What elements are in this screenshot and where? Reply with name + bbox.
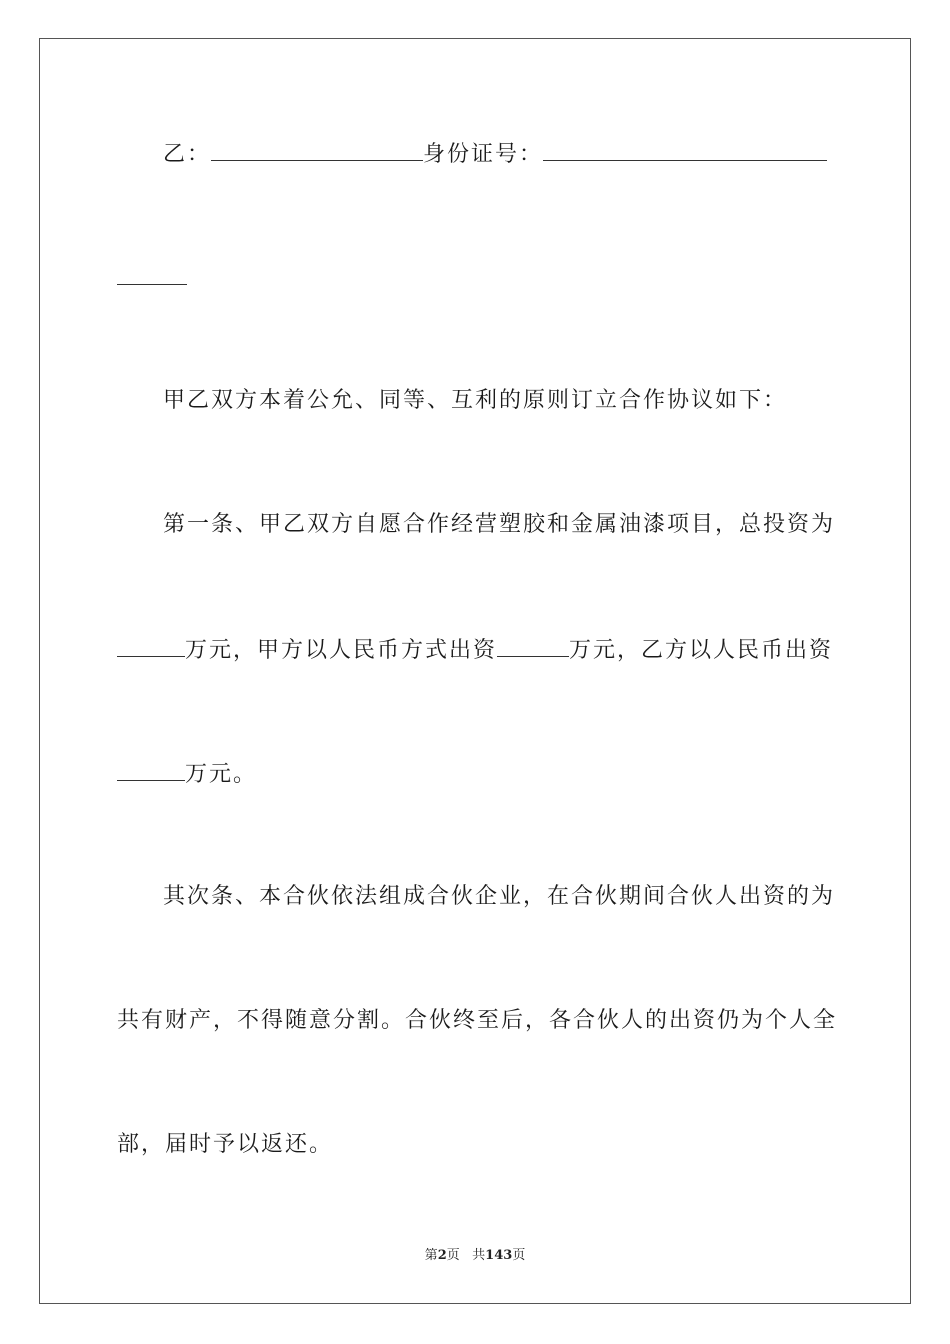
article-2-line-2: 共有财产，不得随意分割。合伙终至后，各合伙人的出资仍为个人全: [117, 1008, 838, 1033]
page-border: [39, 38, 911, 1304]
article-1-line-2: [117, 634, 833, 666]
id-number-blank: [543, 138, 827, 161]
total-pages: 143: [485, 1248, 513, 1263]
total-prefix: 共: [472, 1248, 486, 1263]
article-2-line-1: 其次条、本合伙依法组成合伙企业，在合伙期间合伙人出资的为: [163, 884, 836, 909]
id-number-continuation: [117, 262, 187, 294]
article-1-text-c: 万元。: [185, 762, 258, 787]
id-number-blank-continued: [117, 262, 187, 285]
article-2-line-3: 部，届时予以返还。: [117, 1132, 334, 1157]
article-1-line-1: 第一条、甲乙双方自愿合作经营塑胶和金属油漆项目，总投资为: [163, 512, 836, 537]
page-suffix: 页: [446, 1248, 460, 1263]
intro-paragraph: 甲乙双方本着公允、同等、互利的原则订立合作协议如下：: [163, 388, 788, 413]
article-1-text-b: 万元，乙方以人民币出资: [569, 638, 834, 663]
article-1-line-3: [117, 758, 257, 790]
party-b-line: [163, 138, 827, 170]
article-1-text-a: 万元，甲方以人民币方式出资: [185, 638, 498, 663]
party-a-investment-blank: [497, 634, 569, 657]
party-b-label: 乙：: [163, 142, 212, 167]
id-number-label: 身份证号：: [423, 142, 544, 167]
total-suffix: 页: [512, 1248, 526, 1263]
page-prefix: 第: [424, 1248, 438, 1263]
page-number: 2: [437, 1248, 447, 1263]
page-footer: [0, 1247, 950, 1265]
party-b-name-blank: [211, 138, 423, 161]
total-investment-blank: [117, 634, 185, 657]
party-b-investment-blank: [117, 758, 185, 781]
